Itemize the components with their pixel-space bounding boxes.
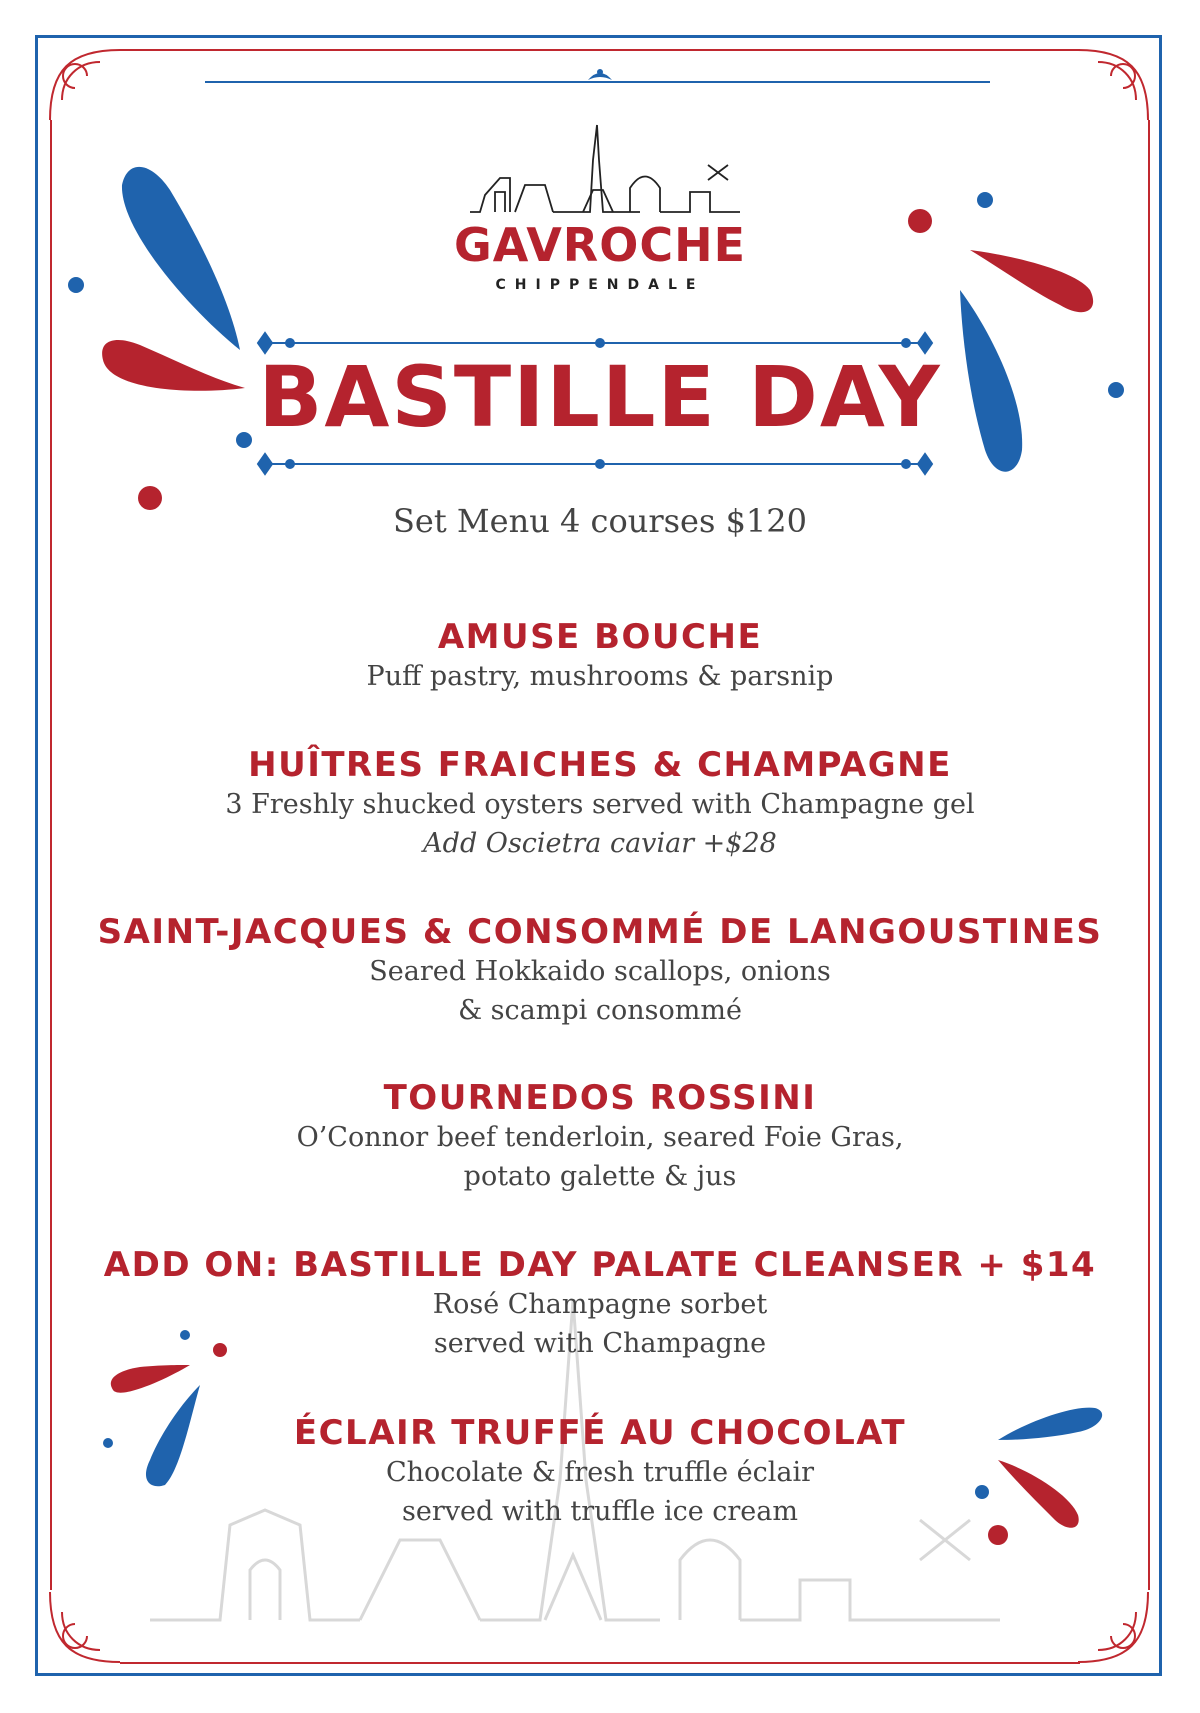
set-menu-price: Set Menu 4 courses $120 [393,502,807,540]
course-description: Seared Hokkaido scallops, onions [369,956,831,987]
course-description: & scampi consommé [458,995,742,1026]
course-heading: TOURNEDOS ROSSINI [383,1078,817,1118]
top-ornament-icon [205,69,990,82]
course-description: potato galette & jus [463,1161,737,1192]
course-huitres [60,745,1140,863]
course-palate-cleanser [60,1245,1140,1363]
course-tournedos [60,1078,1140,1196]
course-description: Rosé Champagne sorbet [432,1289,768,1320]
course-heading: ADD ON: BASTILLE DAY PALATE CLEANSER + $14 [103,1245,1097,1285]
course-description: served with Champagne [433,1328,767,1359]
course-heading: HUÎTRES FRAICHES & CHAMPAGNE [248,745,952,785]
page-title: BASTILLE DAY [258,348,942,446]
restaurant-logo-name: GAVROCHE [453,218,747,272]
course-heading: AMUSE BOUCHE [437,617,763,657]
course-heading: SAINT-JACQUES & CONSOMMÉ DE LANGOUSTINES [97,912,1103,952]
course-amuse-bouche [60,617,1140,696]
course-description: O’Connor beef tenderloin, seared Foie Gras, [296,1122,904,1153]
course-description: 3 Freshly shucked oysters served with Champagne gel [225,789,975,820]
course-heading: ÉCLAIR TRUFFÉ AU CHOCOLAT [293,1413,907,1453]
skyline-logo-icon [470,125,740,212]
restaurant-location: CHIPPENDALE [495,277,705,293]
course-eclair [60,1413,1140,1531]
course-addon-note: Add Oscietra caviar +$28 [423,828,777,859]
course-saint-jacques [60,912,1140,1030]
course-description: Chocolate & fresh truffle éclair [385,1457,815,1488]
course-description: served with truffle ice cream [402,1496,798,1527]
course-description: Puff pastry, mushrooms & parsnip [366,661,834,692]
